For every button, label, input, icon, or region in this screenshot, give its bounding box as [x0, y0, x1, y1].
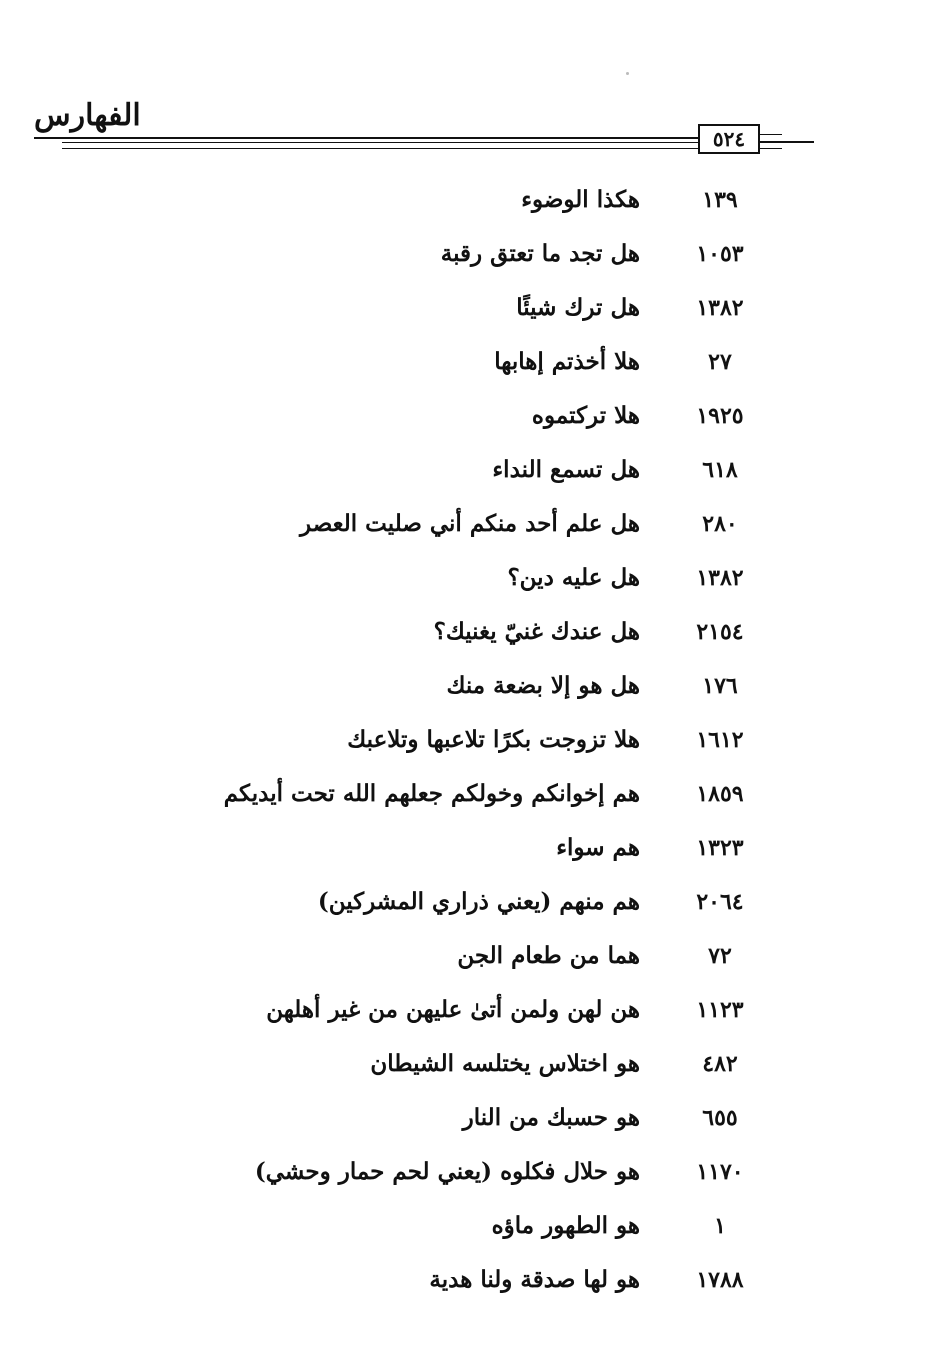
hadith-number: ٢١٥٤ — [696, 619, 744, 645]
index-entry — [0, 606, 936, 660]
hadith-incipit: هو الطهور ماؤه — [491, 1212, 640, 1239]
hadith-incipit: هن لهن ولمن أتىٰ عليهن من غير أهلهن — [266, 996, 640, 1023]
index-entry — [0, 174, 936, 228]
index-entry — [0, 1146, 936, 1200]
index-entry — [0, 390, 936, 444]
hadith-number: ١٧٨٨ — [696, 1267, 744, 1293]
index-entry — [0, 552, 936, 606]
hadith-incipit: هو لها صدقة ولنا هدية — [429, 1266, 640, 1293]
hadith-incipit: هو حسبك من النار — [462, 1104, 640, 1131]
hadith-number: ١١٢٣ — [696, 997, 744, 1023]
hadith-number: ١٩٢٥ — [696, 403, 744, 429]
hadith-incipit: هل ترك شيئًا — [516, 294, 640, 321]
hadith-incipit: هلا تركتموه — [531, 402, 640, 429]
index-entry — [0, 444, 936, 498]
index-entry — [0, 336, 936, 390]
hadith-incipit: هو اختلاس يختلسه الشيطان — [370, 1050, 640, 1077]
header-rule-right — [760, 134, 782, 135]
hadith-number: ٢٨٠ — [702, 511, 738, 537]
hadith-number: ١٠٥٣ — [696, 241, 744, 267]
hadith-number: ١٣٢٣ — [696, 835, 744, 861]
index-entry — [0, 1038, 936, 1092]
hadith-incipit: هم إخوانكم وخولكم جعلهم الله تحت أيديكم — [223, 780, 640, 807]
hadith-incipit: هل تجد ما تعتق رقبة — [440, 240, 640, 267]
index-entry — [0, 660, 936, 714]
hadith-number: ١٣٨٢ — [696, 295, 744, 321]
hadith-index-list — [0, 174, 936, 1308]
running-title: الفهارس — [34, 98, 141, 133]
scan-speck — [626, 72, 629, 75]
hadith-number: ٦١٨ — [702, 457, 738, 483]
header-rule — [62, 142, 698, 143]
header-rule-right — [760, 148, 782, 149]
hadith-number: ٢٧ — [708, 349, 732, 375]
hadith-incipit: هلا تزوجت بكرًا تلاعبها وتلاعبك — [347, 726, 640, 753]
index-entry — [0, 1092, 936, 1146]
index-entry — [0, 1200, 936, 1254]
index-entry — [0, 768, 936, 822]
hadith-incipit: هل هو إلا بضعة منك — [446, 672, 640, 699]
hadith-number: ٢٠٦٤ — [696, 889, 744, 915]
hadith-incipit: هم سواء — [556, 834, 640, 861]
index-entry — [0, 822, 936, 876]
hadith-incipit: هل تسمع النداء — [492, 456, 640, 483]
header-rule-right — [760, 141, 814, 143]
hadith-number: ١١٧٠ — [696, 1159, 744, 1185]
index-entry — [0, 282, 936, 336]
hadith-number: ١٧٦ — [702, 673, 738, 699]
hadith-incipit: هما من طعام الجن — [457, 942, 640, 969]
hadith-number: ٧٢ — [708, 943, 732, 969]
hadith-incipit: هو حلال فكلوه (يعني لحم حمار وحشي) — [254, 1158, 640, 1185]
index-entry — [0, 498, 936, 552]
header-rule — [34, 137, 698, 139]
hadith-number: ١ — [714, 1213, 726, 1239]
hadith-number: ١٦١٢ — [696, 727, 744, 753]
index-entry — [0, 1254, 936, 1308]
hadith-incipit: هلا أخذتم إهابها — [494, 348, 640, 375]
hadith-incipit: هل عليه دين؟ — [507, 564, 640, 591]
hadith-number: ١٨٥٩ — [696, 781, 744, 807]
hadith-incipit: هكذا الوضوء — [521, 186, 640, 213]
hadith-incipit: هل علم أحد منكم أني صليت العصر — [300, 510, 640, 537]
hadith-number: ٦٥٥ — [702, 1105, 738, 1131]
hadith-incipit: هم منهم (يعني ذراري المشركين) — [317, 888, 640, 915]
index-entry — [0, 228, 936, 282]
index-entry — [0, 984, 936, 1038]
header-rule — [62, 148, 698, 149]
hadith-number: ١٣٩ — [702, 187, 738, 213]
index-entry — [0, 876, 936, 930]
hadith-incipit: هل عندك غنيّ يغنيك؟ — [433, 618, 640, 645]
page-number: ٥٢٤ — [698, 124, 760, 154]
index-entry — [0, 714, 936, 768]
hadith-number: ٤٨٢ — [702, 1051, 738, 1077]
hadith-number: ١٣٨٢ — [696, 565, 744, 591]
index-entry — [0, 930, 936, 984]
